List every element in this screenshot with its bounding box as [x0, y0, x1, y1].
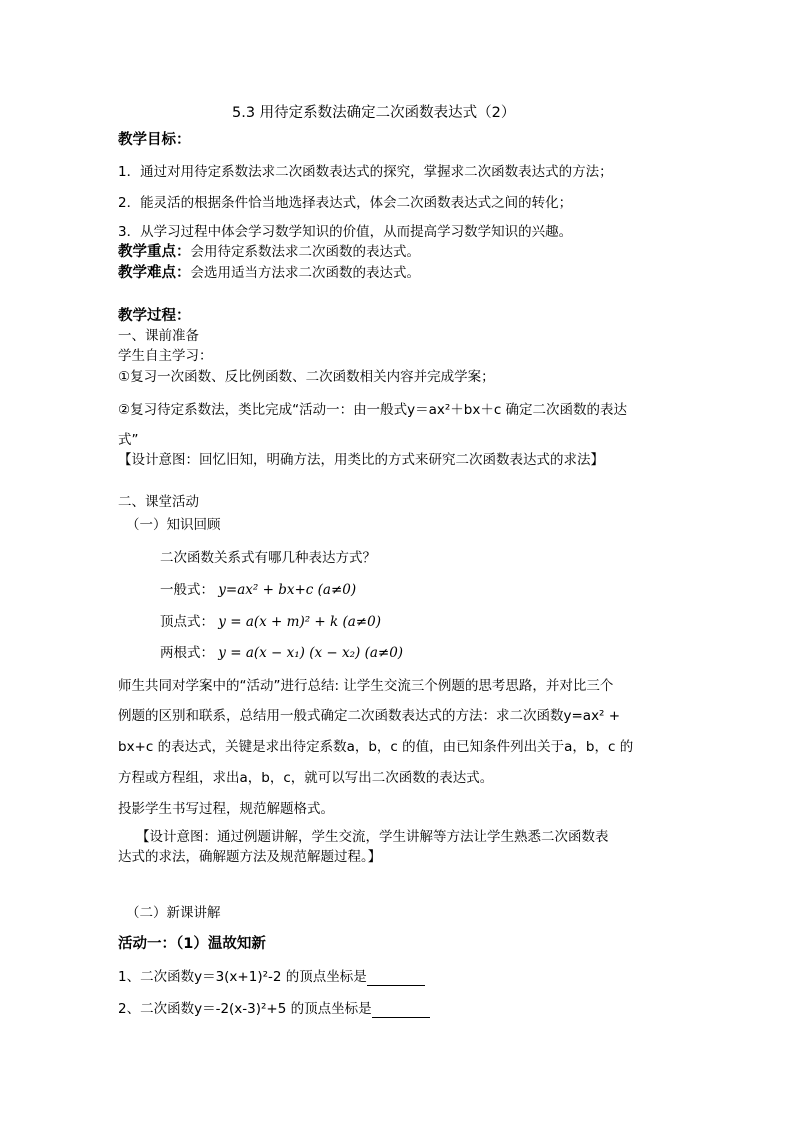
section2-heading: 二、课堂活动: [118, 494, 199, 510]
section1-heading: 一、课前准备: [118, 328, 199, 344]
difficulty: [118, 264, 420, 282]
objective-item-2: 2．能灵活的根据条件恰当地选择表达式，体会二次函数表达式之间的转化；: [118, 195, 573, 211]
new-lesson-subheading: （二）新课讲解: [126, 905, 221, 921]
projection-note: 投影学生书写过程，规范解题格式。: [118, 801, 334, 817]
activity-heading: 活动一：（1）温故知新: [118, 936, 266, 952]
form-roots-label: 两根式：: [160, 645, 214, 661]
summary-line-3: bx+c 的表达式，关键是求出待定系数a，b，c 的值，由已知条件列出关于a，b，c 的: [118, 739, 634, 755]
key-point-label: 教学重点：: [118, 244, 191, 260]
exercise-1: [118, 968, 425, 986]
exercise-2-text: 2、二次函数y＝-2(x-3)²+5 的顶点坐标是: [118, 1001, 372, 1017]
exercise-1-blank[interactable]: [367, 971, 425, 986]
form-vertex-label: 顶点式：: [160, 614, 214, 630]
prep-item-2-line1: ②复习待定系数法，类比完成“活动一：由一般式y＝ax²＋bx＋c 确定二次函数的表达: [118, 402, 628, 418]
difficulty-text: 会选用适当方法求二次函数的表达式。: [190, 265, 420, 281]
key-point-text: 会用待定系数法求二次函数的表达式。: [190, 244, 420, 260]
form-general-label: 一般式：: [160, 582, 214, 598]
objective-item-1: 1．通过对用待定系数法求二次函数表达式的探究，掌握求二次函数表达式的方法；: [118, 164, 613, 180]
prep-item-2-line2: 式”: [118, 432, 139, 448]
design-note-2-line2: 达式的求法，确解题方法及规范解题过程。】: [118, 849, 382, 865]
summary-line-4: 方程或方程组，求出a，b，c，就可以写出二次函数的表达式。: [118, 770, 494, 786]
summary-line-1: 师生共同对学案中的“活动”进行总结: 让学生交流三个例题的思考思路，并对比三个: [118, 678, 614, 694]
difficulty-label: 教学难点：: [118, 265, 191, 281]
self-study-label: 学生自主学习：: [118, 348, 213, 364]
form-roots-expr: y = a(x − x₁) (x − x₂) (a≠0): [218, 645, 404, 661]
form-roots: [160, 644, 403, 662]
design-note-2-line1: 【设计意图：通过例题讲解，学生交流，学生讲解等方法让学生熟悉二次函数表: [136, 829, 609, 845]
form-vertex: [160, 613, 381, 631]
exercise-1-text: 1、二次函数y＝3(x+1)²-2 的顶点坐标是: [118, 969, 367, 985]
design-note-1: 【设计意图：回忆旧知，明确方法，用类比的方式来研究二次函数表达式的求法】: [118, 452, 604, 468]
forms-question: 二次函数关系式有哪几种表达方式？: [160, 550, 376, 566]
exercise-2: [118, 1000, 430, 1018]
objectives-heading: 教学目标：: [118, 132, 191, 148]
summary-line-2: 例题的区别和联系，总结用一般式确定二次函数表达式的方法：求二次函数y=ax² +: [118, 708, 621, 724]
review-subheading: （一）知识回顾: [126, 517, 221, 533]
objective-item-3: 3．从学习过程中体会学习数学知识的价值，从而提高学习数学知识的兴趣。: [118, 224, 573, 240]
exercise-2-blank[interactable]: [372, 1003, 430, 1018]
prep-item-1: ①复习一次函数、反比例函数、二次函数相关内容并完成学案；: [118, 369, 495, 385]
process-heading: 教学过程：: [118, 308, 191, 324]
page-title: 5.3 用待定系数法确定二次函数表达式（2）: [232, 105, 516, 121]
form-vertex-expr: y = a(x + m)² + k (a≠0): [218, 614, 381, 630]
key-point: [118, 243, 420, 261]
form-general: [160, 581, 356, 599]
form-general-expr: y=ax² + bx+c (a≠0): [218, 582, 357, 598]
